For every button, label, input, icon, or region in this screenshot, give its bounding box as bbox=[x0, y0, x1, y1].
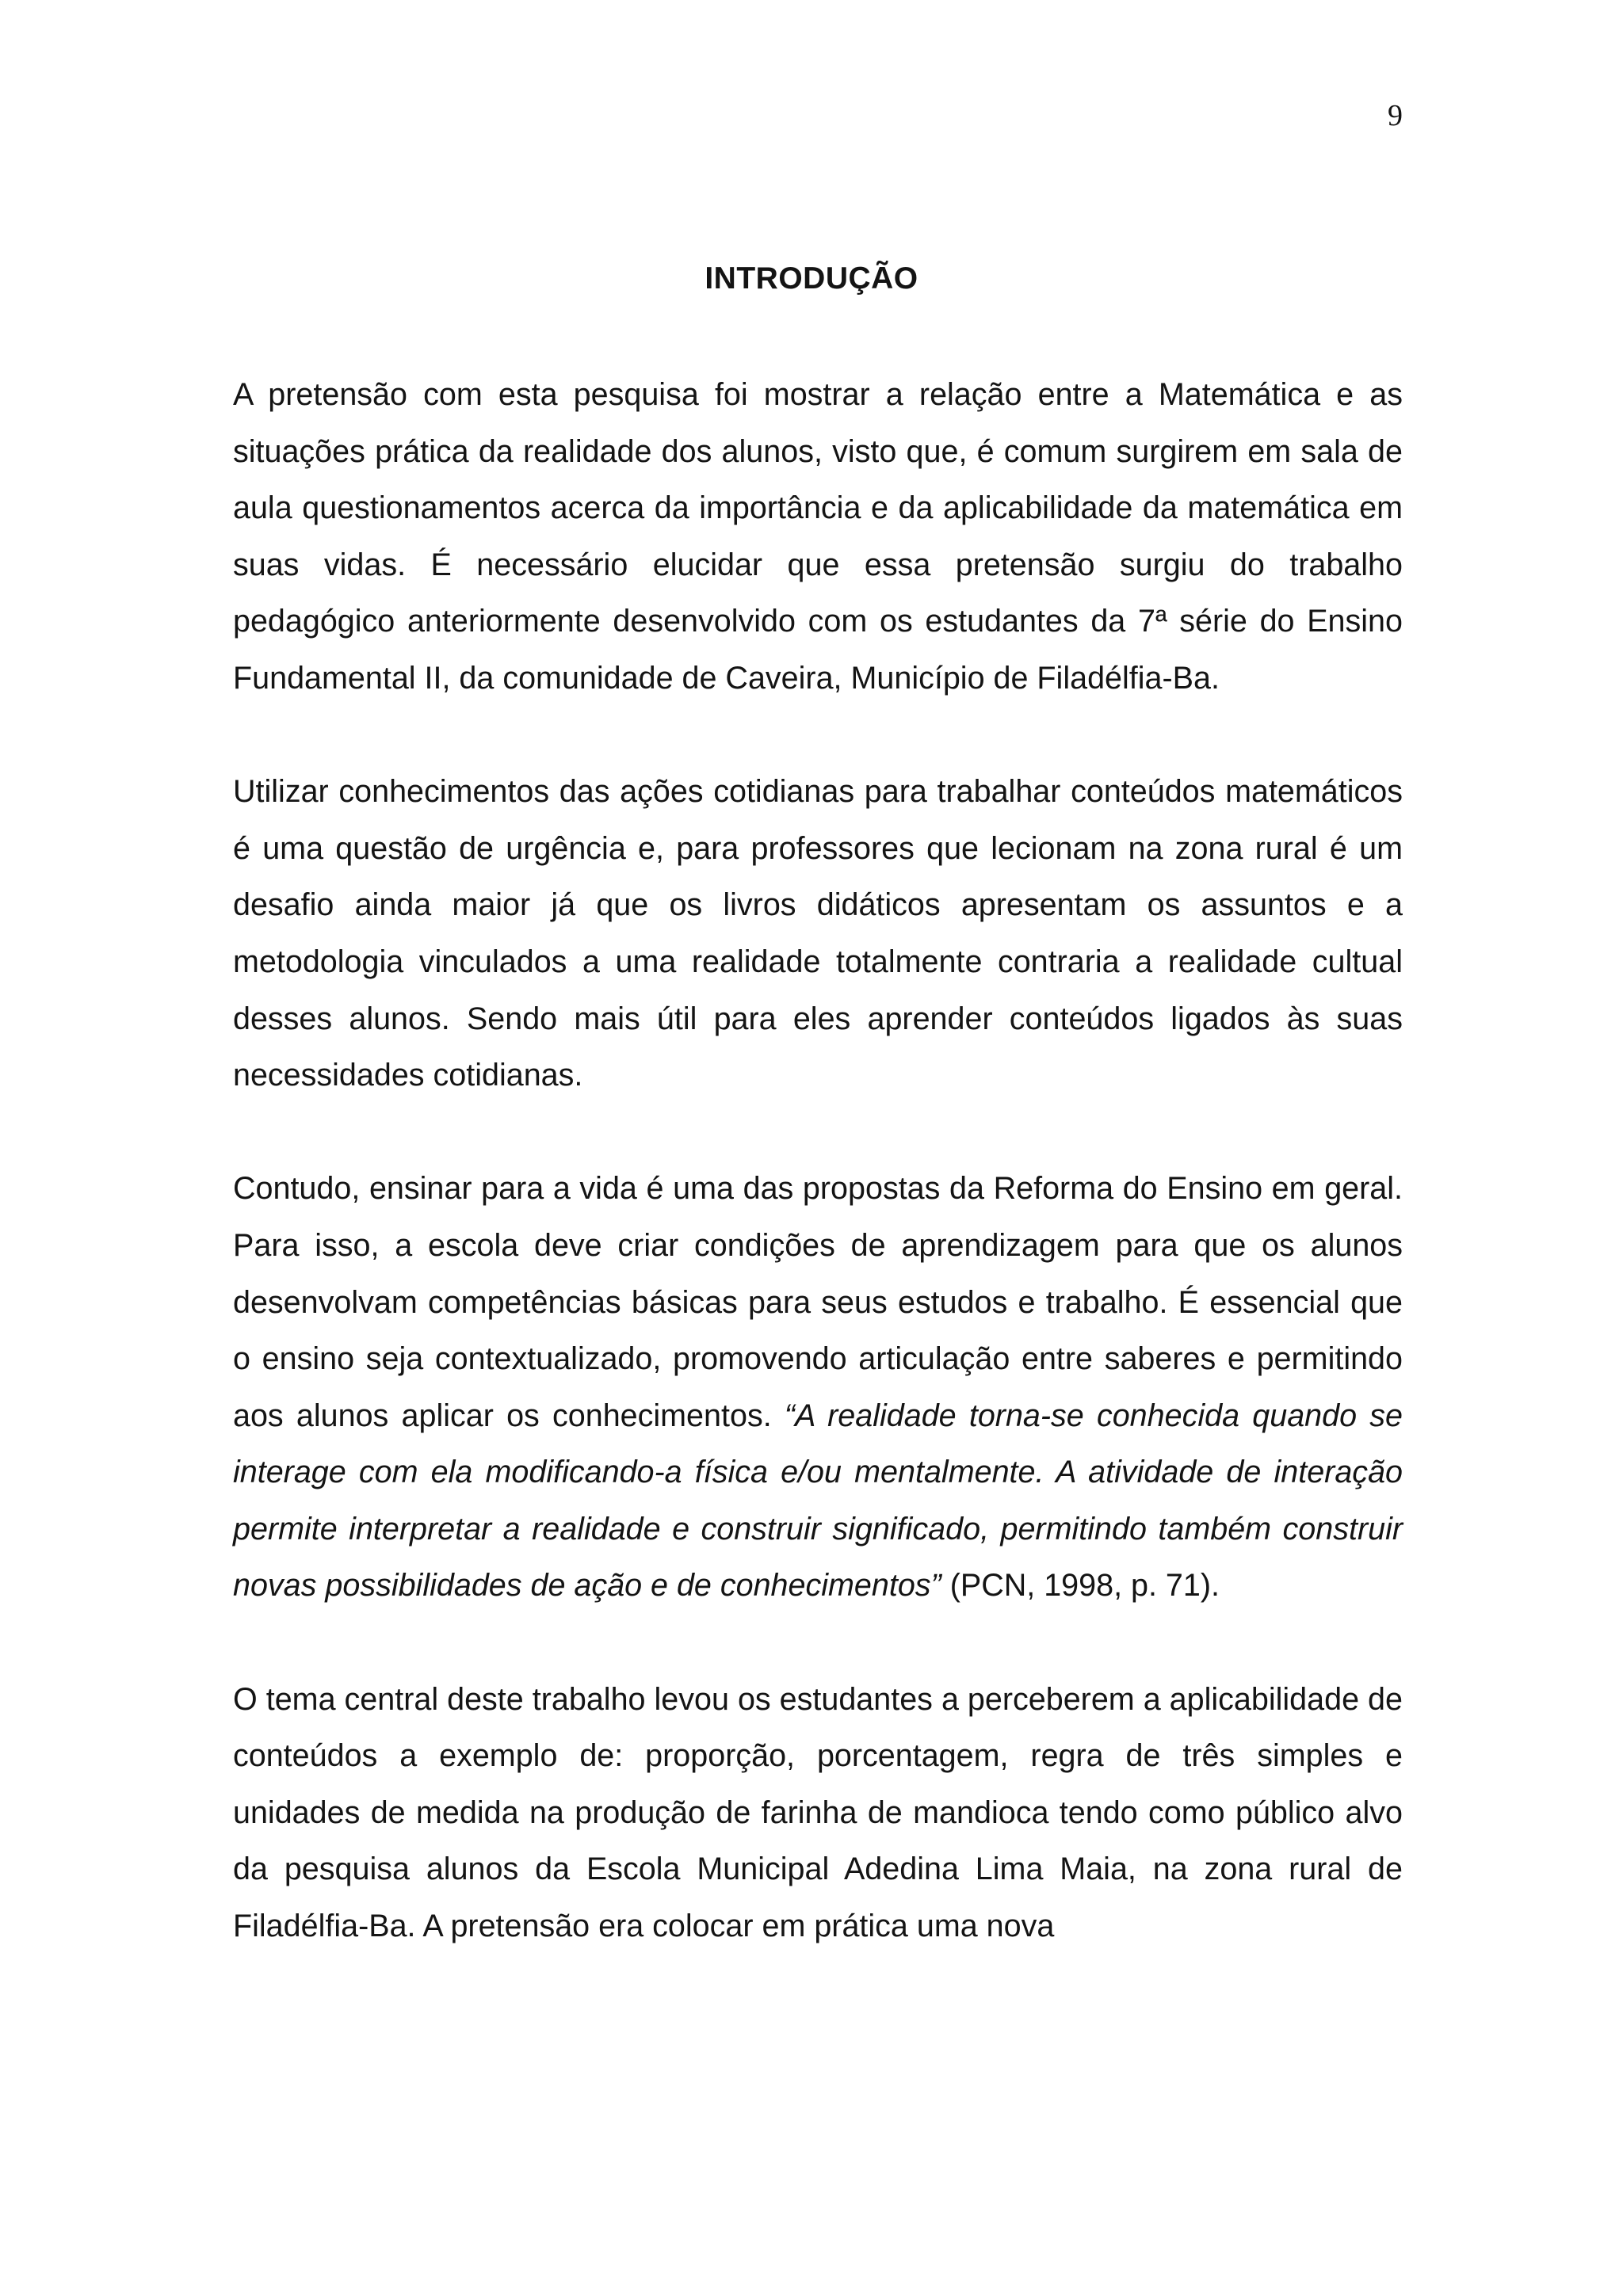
paragraph-3 bbox=[233, 1161, 1403, 1615]
pcn-quote: “A realidade torna-se conhecida quando se interage com ela modificando-a física e/ou mentalmente. A atividade de interação permite interpretar a realidade e construir significado, permitindo também construir novas possibilidades de ação e de conhecimentos” bbox=[233, 1398, 1403, 1604]
paragraph-2: Utilizar conhecimentos das ações cotidianas para trabalhar conteúdos matemáticos é uma questão de urgência e, para professores que lecionam na zona rural é um desafio ainda maior já que os livros didáticos apresentam os assuntos e a metodologia vinculados a uma realidade totalmente contraria a realidade cultual desses alunos. Sendo mais útil para eles aprender conteúdos ligados às suas necessidades cotidianas. bbox=[233, 774, 1403, 1093]
body-text bbox=[233, 367, 1403, 1955]
paragraph-4: O tema central deste trabalho levou os estudantes a perceberem a aplicabilidade de conteúdos a exemplo de: proporção, porcentagem, regra de três simples e unidades de medida na produção de farinha de mandioca tendo como público alvo da pesquisa alunos da Escola Municipal Adedina Lima Maia, na zona rural de Filadélfia-Ba. A pretensão era colocar em prática uma nova bbox=[233, 1681, 1403, 1944]
section-heading: INTRODUÇÃO bbox=[705, 261, 918, 296]
page-number: 9 bbox=[1388, 99, 1403, 132]
paragraph-3-text: Contudo, ensinar para a vida é uma das propostas da Reforma do Ensino em geral. Para isso, a escola deve criar condições de aprendizagem para que os alunos desenvolvam competências básicas para seus estudos e trabalho. É essencial que o ensino seja contextualizado, promovendo articulação entre saberes e permitindo aos alunos aplicar os conhecimentos. bbox=[233, 1171, 1403, 1433]
citation: (PCN, 1998, p. 71). bbox=[941, 1568, 1220, 1604]
paragraph-1: A pretensão com esta pesquisa foi mostrar a relação entre a Matemática e as situações prática da realidade dos alunos, visto que, é comum surgirem em sala de aula questionamentos acerca da importância e da aplicabilidade da matemática em suas vidas. É necessário elucidar que essa pretensão surgiu do trabalho pedagógico anteriormente desenvolvido com os estudantes da 7ª série do Ensino Fundamental II, da comunidade de Caveira, Município de Filadélfia-Ba. bbox=[233, 377, 1403, 696]
